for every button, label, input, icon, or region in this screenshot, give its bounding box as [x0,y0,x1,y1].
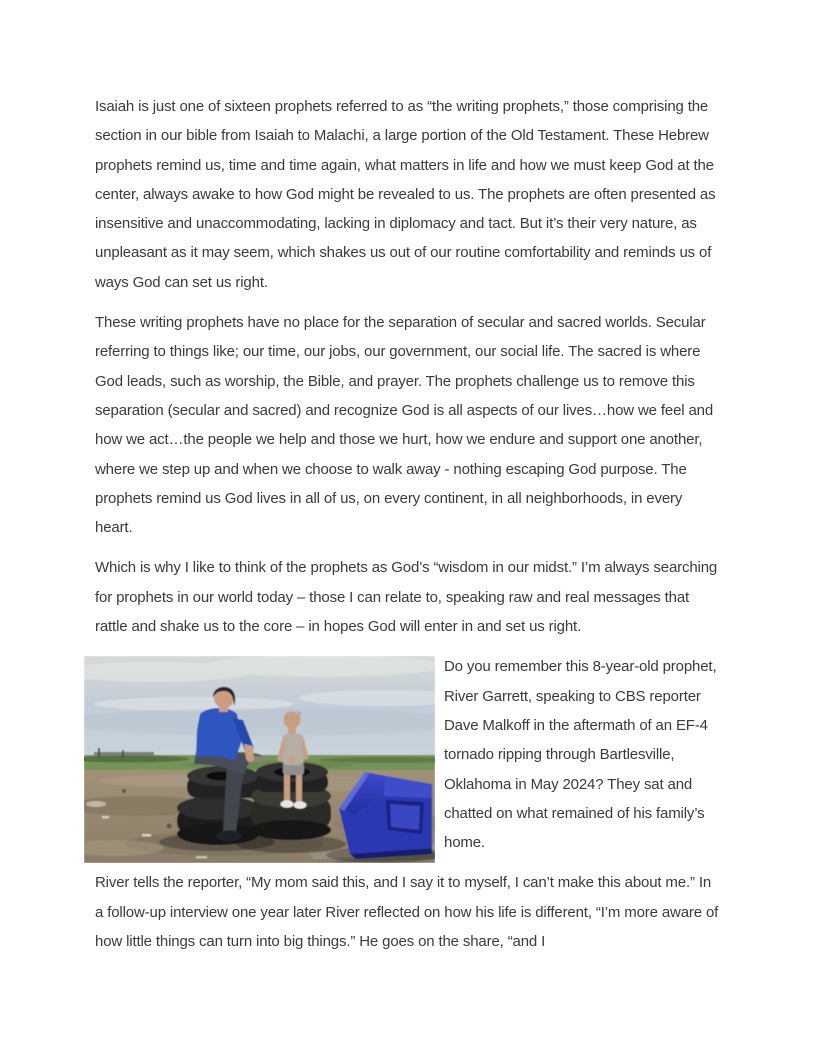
paragraph-river-quote: River tells the reporter, “My mom said this, and I say it to myself, I can’t make this about me.” In a follow-up interview one year later River reflected on how his life is different, “I’m more aware of how little things can turn into big things.” He goes on the share, “and I [95,874,719,951]
haze-band [84,708,435,736]
document-body [95,92,722,967]
tornado-aftermath-scene [84,656,435,863]
paragraph-secular-sacred: These writing prophets have no place for the separation of secular and sacred worlds. Secular referring to things like; our time, our jobs, our government, our social life. The sacred is where God leads, such as worship, the Bible, and prayer. The prophets challenge us to remove this separation (secular and sacred) and recognize God is all aspects of our lives…how we feel and how we act…the people we help and those we hurt, how we endure and support one another, where we step up and when we choose to walk away - nothing escaping God purpose. The prophets remind us God lives in all of us, on every continent, in all neighborhoods, in every heart. [95,314,714,537]
paragraph-river-garrett-text: Do you remember this 8-year-old prophet, River Garrett, speaking to CBS reporter Dave Malkoff in the aftermath of an EF-4 tornado ripping through Bartlesville, Oklahoma in May 2024? They sat and chatted on what remained of his family’s home. [444,658,717,852]
inline-photo[interactable] [84,656,435,863]
paragraph-isaiah-intro: Isaiah is just one of sixteen prophets referred to as “the writing prophets,” those comprising the section in our bible from Isaiah to Malachi, a large portion of the Old Testament. These Hebrew prophets remind us, time and time again, what matters in life and how we must keep God at the center, always awake to how God might be revealed to us. The prophets are often presented as insensitive and unaccommodating, lacking in diplomacy and tact. But it’s their very nature, as unpleasant as it may seem, which shakes us out of our routine comfortability and reminds us of ways God can set us right. [95,98,716,291]
paragraph-wisdom-in-midst: Which is why I like to think of the prophets as God’s “wisdom in our midst.” I’m always searching for prophets in our world today – those I can relate to, speaking raw and real messages that rattle and shake us to the core – in hopes God will enter in and set us right. [95,559,718,636]
